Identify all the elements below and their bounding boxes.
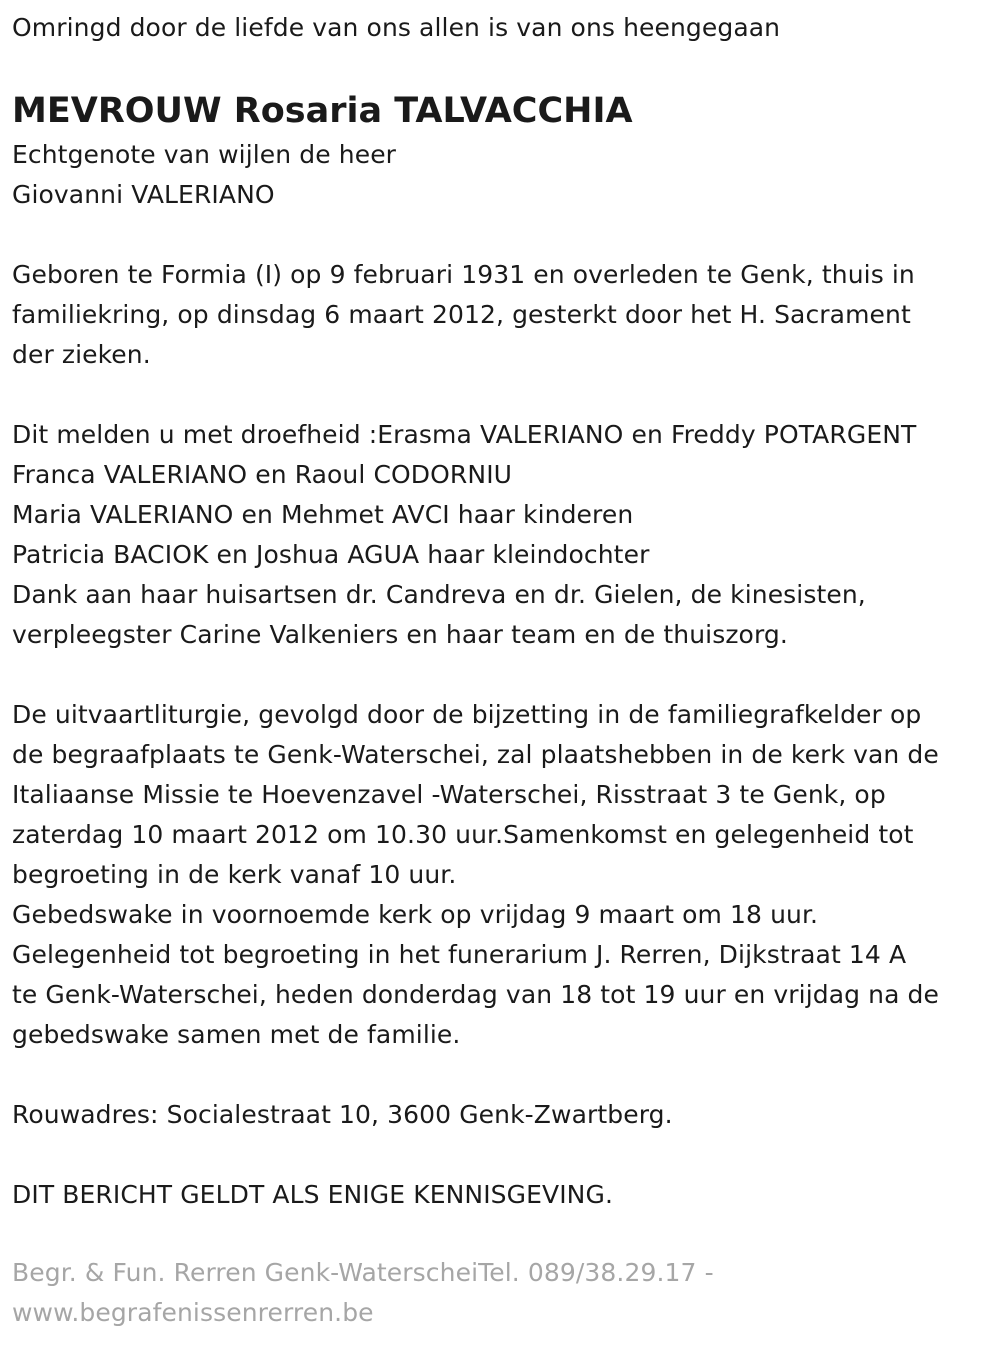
family-line: Patricia BACIOK en Joshua AGUA haar kleindochter [12,540,650,569]
funeral-home-footer [12,1253,714,1333]
funeral-home-contact: Begr. & Fun. Rerren Genk-WaterscheiTel. 089/38.29.17 - [12,1258,714,1287]
birth-line: familiekring, op dinsdag 6 maart 2012, gesterkt door het H. Sacrament [12,300,911,329]
spouse-block [12,135,988,215]
family-line: Dit melden u met droefheid :Erasma VALERIANO en Freddy POTARGENT [12,420,917,449]
family-line: Franca VALERIANO en Raoul CODORNIU [12,460,513,489]
visitation-line: Gelegenheid tot begroeting in het funerarium J. Rerren, Dijkstraat 14 A [12,940,907,969]
thanks-line: verpleegster Carine Valkeniers en haar team en de thuiszorg. [12,620,788,649]
official-notice: DIT BERICHT GELDT ALS ENIGE KENNISGEVING. [12,1180,613,1209]
funeral-line: begroeting in de kerk vanaf 10 uur. [12,860,457,889]
notice-block [12,1175,988,1215]
spouse-line: Echtgenote van wijlen de heer [12,140,397,169]
funeral-line: Italiaanse Missie te Hoevenzavel -Waterschei, Risstraat 3 te Genk, op [12,780,886,809]
birth-line: der zieken. [12,340,151,369]
funeral-line: de begraafplaats te Genk-Waterschei, zal plaatshebben in de kerk van de [12,740,939,769]
funeral-block [12,695,988,1055]
address-block [12,1095,988,1135]
thanks-line: Dank aan haar huisartsen dr. Candreva en dr. Gielen, de kinesisten, [12,580,866,609]
intro-text: Omringd door de liefde van ons allen is van ons heengegaan [12,13,781,42]
visitation-line: gebedswake samen met de familie. [12,1020,461,1049]
family-line: Maria VALERIANO en Mehmet AVCI haar kinderen [12,500,634,529]
visitation-line: te Genk-Waterschei, heden donderdag van 18 tot 19 uur en vrijdag na de [12,980,940,1009]
funeral-line: De uitvaartliturgie, gevolgd door de bijzetting in de familiegrafkelder op [12,700,922,729]
family-block [12,415,988,655]
spouse-line: Giovanni VALERIANO [12,180,275,209]
funeral-line: zaterdag 10 maart 2012 om 10.30 uur.Samenkomst en gelegenheid tot [12,820,914,849]
birth-death-block [12,255,988,375]
funeral-home-website: www.begrafenissenrerren.be [12,1298,374,1327]
mourning-address: Rouwadres: Socialestraat 10, 3600 Genk-Zwartberg. [12,1100,673,1129]
deceased-name: MEVROUW Rosaria TALVACCHIA [12,91,633,131]
birth-line: Geboren te Formia (I) op 9 februari 1931 en overleden te Genk, thuis in [12,260,915,289]
vigil-line: Gebedswake in voornoemde kerk op vrijdag 9 maart om 18 uur. [12,900,819,929]
